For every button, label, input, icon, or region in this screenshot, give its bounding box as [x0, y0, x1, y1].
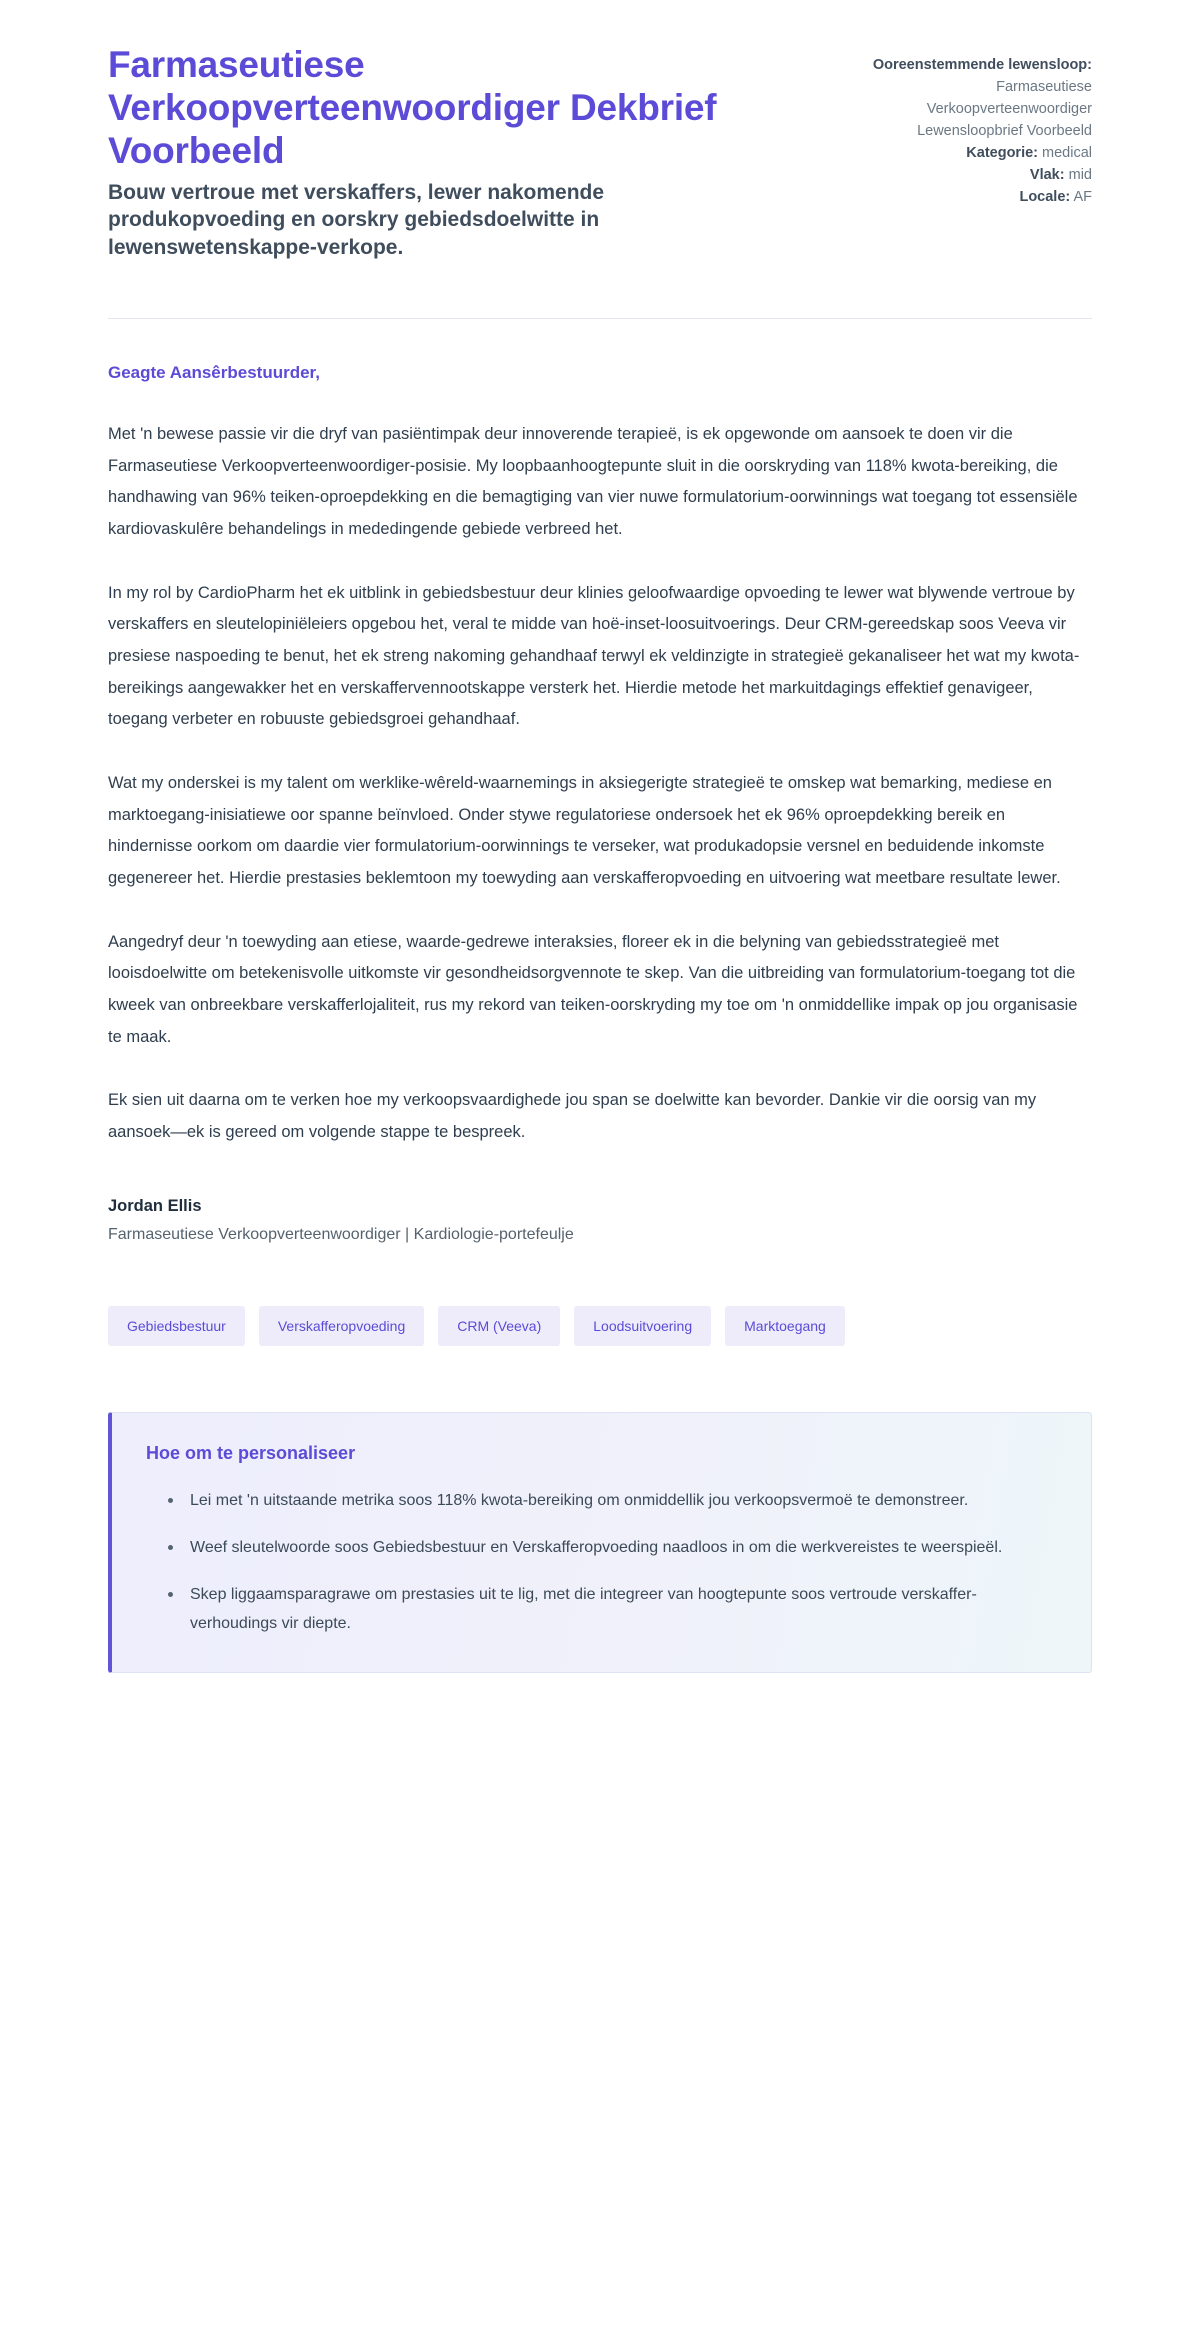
meta-locale-label: Locale:: [1019, 189, 1071, 206]
tag-chip[interactable]: Marktoegang: [725, 1306, 845, 1346]
tag-chip[interactable]: Verskafferopvoeding: [259, 1306, 424, 1346]
page-subtitle: Bouw vertroue met verskaffers, lewer nakomende produkopvoeding en oorskry gebiedsdoelwitte in lewenswetenskappe-verkope.: [108, 180, 605, 260]
meta-level-value: mid: [1068, 167, 1092, 184]
signature-block: [108, 1197, 1092, 1244]
personalization-callout: [108, 1412, 1092, 1673]
letter-paragraph: Ek sien uit daarna om te verken hoe my verkoopsvaardighede jou span se doelwitte kan bevorder. Dankie vir die oorsig van my aansoek—ek is gereed om volgende stappe te bespreek.: [108, 1091, 1037, 1141]
callout-list-item: Skep liggaamsparagrawe om prestasies uit te lig, met die integreer van hoogtepunte soos vertroude verskaffer-verhoudings vir diepte.: [168, 1580, 1057, 1638]
callout-list-item: Weef sleutelwoorde soos Gebiedsbestuur en Verskafferopvoeding naadloos in om die werkvereistes te weerspieël.: [168, 1533, 1057, 1562]
tag-list: [108, 1306, 1092, 1346]
meta-level-label: Vlak:: [1029, 167, 1065, 184]
letter-paragraph: Aangedryf deur 'n toewyding aan etiese, waarde-gedrewe interaksies, floreer ek in die belyning van gebiedsstrategieë met looisdoelwitte om betekenisvolle uitkomste vir gesondheidsorgvennote te skep. Van die uitbreiding van formulatorium-toegang tot die kweek van onbreekbare verskafferlojaliteit, rus my rekord van teiken-oorskryding my toe om 'n onmiddellike impak op jou organisasie te maak.: [108, 932, 1078, 1046]
meta-category: [772, 142, 1092, 164]
meta-resume-label-text: Ooreenstemmende lewensloop:: [872, 57, 1092, 73]
signature-name: Jordan Ellis: [108, 1196, 202, 1215]
meta-locale-value: AF: [1073, 189, 1092, 206]
meta-level: [772, 164, 1092, 186]
meta-resume-name-line-1: Farmaseutiese: [996, 79, 1092, 96]
document-metadata: [772, 44, 1092, 208]
header-title-block: [108, 44, 732, 262]
document-header: [108, 44, 1092, 262]
meta-resume-name-line-3: Lewensloopbrief Voorbeeld: [917, 123, 1092, 140]
letter-salutation: Geagte Aansêrbestuurder,: [108, 362, 320, 382]
letter-paragraph: Wat my onderskei is my talent om werklike-wêreld-waarnemings in aksiegerigte strategieë te omskep wat bemarking, mediese en marktoegang-inisiatiewe oor spanne beïnvloed. Onder stywe regulatoriese ondersoek het ek 96% oproepdekking bereik en hindernisse oorkom om daardie vier formulatorium-oorwinnings te verseker, wat produkadopsie versnel en beduidende inkomste gegenereer het. Hierdie prestasies beklemtoon my toewyding aan verskafferopvoeding en uitvoering wat meetbare resultate lewer.: [108, 773, 1061, 887]
signature-role: Farmaseutiese Verkoopverteenwoordiger | Kardiologie-portefeulje: [108, 1225, 574, 1243]
letter-paragraph: In my rol by CardioPharm het ek uitblink in gebiedsbestuur deur klinies geloofwaardige opvoeding te lewer wat blywende vertroue by verskaffers en sleutelopiniëleiers opgebou het, veral te midde van hoë-inset-loosuitvoerings. Deur CRM-gereedskap soos Veeva vir presiese naspoeding te benut, het ek streng nakoming gehandhaaf terwyl ek veldinzigte in strategieë gekanaliseer het wat my kwota-bereikings aangewakker het en verskaffervennootskappe versterk het. Hierdie metode het markuitdagings effektief genavigeer, toegang verbeter en robuuste gebiedsgroei gehandhaaf.: [108, 583, 1080, 729]
callout-list: [146, 1486, 1057, 1638]
meta-resume-label: [772, 54, 1092, 76]
meta-category-value: medical: [1042, 145, 1092, 162]
meta-category-label: Kategorie:: [966, 145, 1038, 162]
tag-chip[interactable]: Gebiedsbestuur: [108, 1306, 245, 1346]
cover-letter-body: [108, 319, 1092, 1673]
tag-chip[interactable]: Loodsuitvoering: [574, 1306, 711, 1346]
letter-paragraph: Met 'n bewese passie vir die dryf van pasiëntimpak deur innoverende terapieë, is ek opgewonde om aansoek te doen vir die Farmaseutiese Verkoopverteenwoordiger-posisie. My loopbaanhoogtepunte sluit in die oorskryding van 118% kwota-bereiking, die handhawing van 96% teiken-oproepdekking en die bemagtiging van vier nuwe formulatorium-oorwinnings wat toegang tot essensiële kardiovaskulêre behandelings in mededingende gebiede verbreed het.: [108, 424, 1078, 538]
callout-title: Hoe om te personaliseer: [146, 1442, 356, 1463]
callout-list-item: Lei met 'n uitstaande metrika soos 118% kwota-bereiking om onmiddellik jou verkoopsvermoë te demonstreer.: [168, 1486, 1057, 1515]
page-title: Farmaseutiese Verkoopverteenwoordiger Dekbrief Voorbeeld: [108, 44, 717, 171]
meta-resume-name-line-2: Verkoopverteenwoordiger: [926, 101, 1092, 118]
tag-chip[interactable]: CRM (Veeva): [438, 1306, 560, 1346]
meta-locale: [772, 186, 1092, 208]
